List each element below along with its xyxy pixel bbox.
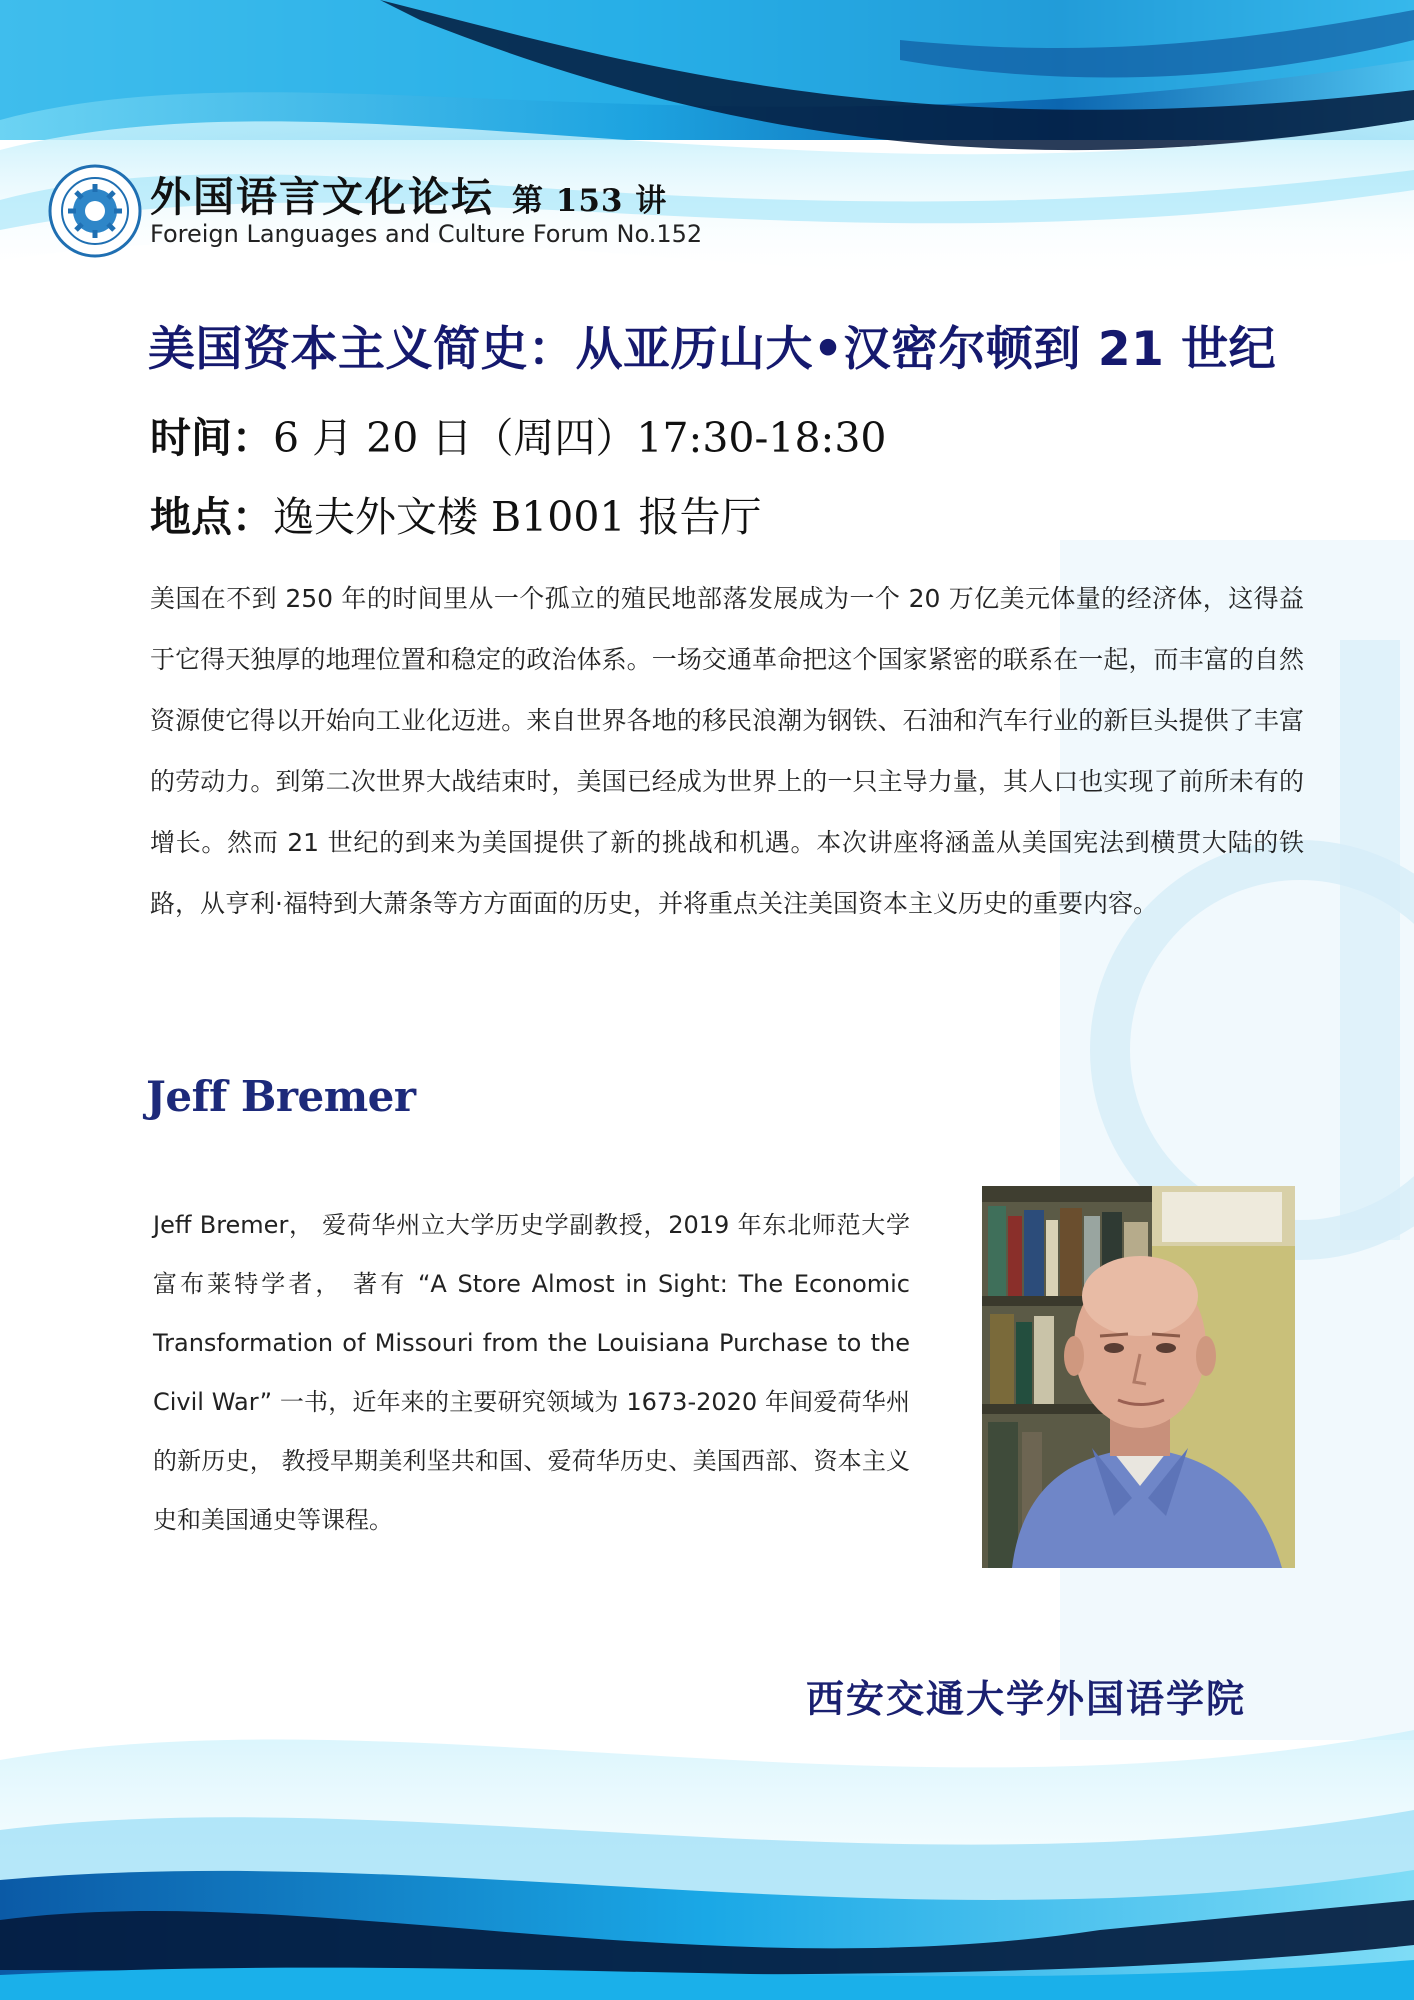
organizer-institution: 西安交通大学外国语学院 xyxy=(805,1676,1246,1721)
forum-title-text: 外国语言文化论坛 xyxy=(150,173,494,221)
lecture-title: 美国资本主义简史：从亚历山大•汉密尔顿到 21 世纪 xyxy=(148,322,1277,377)
venue-line xyxy=(150,484,762,543)
lecture-abstract: 美国在不到 250 年的时间里从一个孤立的殖民地部落发展成为一个 20 万亿美元体量的经济体，这得益于它得天独厚的地理位置和稳定的政治体系。一场交通革命把这个国家紧密的联系在一起，而丰富的自然资源使它得以开始向工业化迈进。来自世界各地的移民浪潮为钢铁、石油和汽车行业的新巨头提供了丰富的劳动力。到第二次世界大战结束时，美国已经成为世界上的一只主导力量，其人口也实现了前所未有的增长。然而 21 世纪的到来为美国提供了新的挑战和机遇。本次讲座将涵盖从美国宪法到横贯大陆的铁路，从亨利·福特到大萧条等方方面面的历史，并将重点关注美国资本主义历史的重要内容。 xyxy=(150,584,1304,918)
time-label: 时间： xyxy=(150,414,273,462)
speaker-bio: Jeff Bremer， 爱荷华州立大学历史学副教授，2019 年东北师范大学富布莱特学者， 著有 “A Store Almost in Sight: The Economic Transformation of Missouri from the Louisiana Purchase to the Civil War” 一书，近年来的主要研究领域为 1673-2020 年间爱荷华州的新历史， 教授早期美利坚共和国、爱荷华历史、美国西部、资本主义史和美国通史等课程。 xyxy=(153,1211,910,1534)
time-value: 6 月 20 日（周四）17:30-18:30 xyxy=(273,414,887,462)
venue-label: 地点： xyxy=(150,493,273,541)
time-line xyxy=(150,405,887,464)
venue-value: 逸夫外文楼 B1001 报告厅 xyxy=(273,493,762,541)
speaker-name: Jeff Bremer xyxy=(146,1072,416,1121)
lecture-number: 第 153 讲 xyxy=(512,183,668,219)
forum-subtitle: Foreign Languages and Culture Forum No.152 xyxy=(150,220,703,248)
speaker-photo xyxy=(982,1186,1295,1568)
university-seal-icon xyxy=(48,164,142,258)
forum-title xyxy=(150,164,667,223)
